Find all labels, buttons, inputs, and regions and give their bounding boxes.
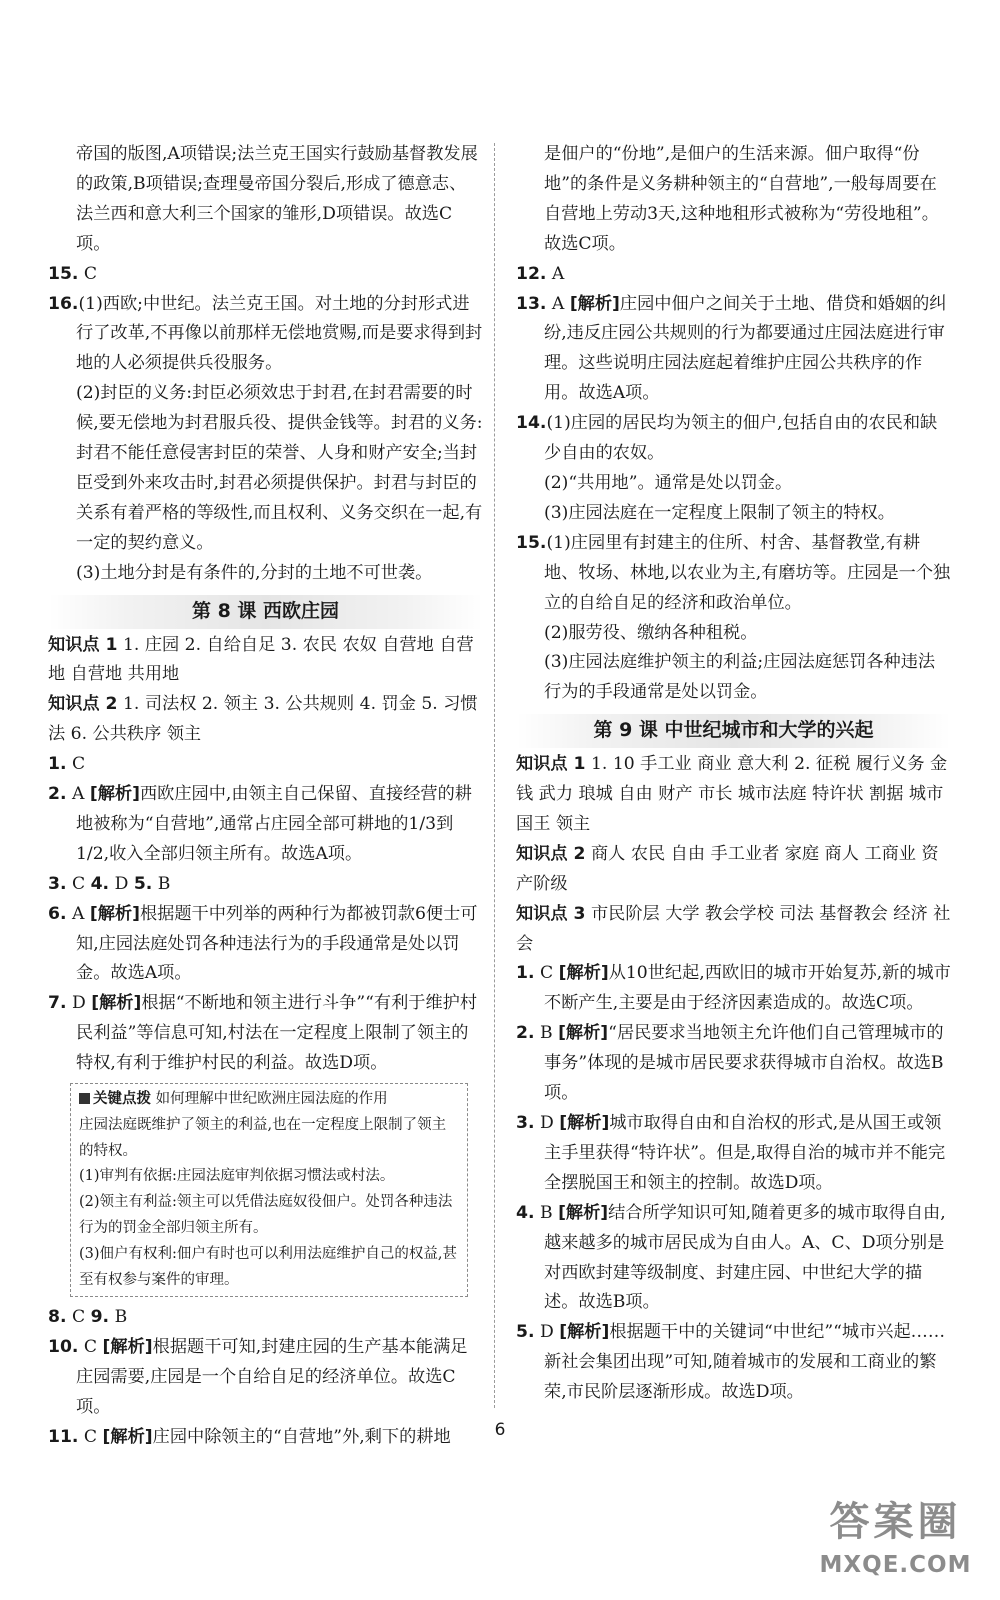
answer-3	[516, 1109, 951, 1199]
analysis-tag: [解析]	[569, 293, 620, 314]
key-point-box	[70, 1083, 468, 1297]
answer-letter: D	[539, 1322, 554, 1343]
question-number: 12.	[516, 263, 547, 284]
answer-3-5	[48, 870, 483, 900]
knowledge-point-text: 1. 10 手工业 商业 意大利 2. 征税 履行义务 金钱 武力 琅城 自由 财产 市长 城市法庭 特许状 割据 城市 国王 领主	[516, 754, 948, 834]
answer-text: 结合所学知识可知,随着更多的城市取得自由,越来越多的城市居民成为自由人。A、C、D项分别是对西欧封建等级制度、封建庄园、中世纪大学的描述。故选B项。	[544, 1202, 946, 1313]
left-column	[48, 140, 483, 1453]
answer-text: (1)西欧;中世纪。法兰克王国。对土地的分封形式进行了改革,不再像以前那样无偿地赏赐,而是要求得到封地的人必须提供兵役服务。	[76, 293, 483, 374]
watermark-logo-text: 答案圈	[829, 1499, 962, 1545]
answer-6	[48, 900, 483, 990]
answer-text: B	[157, 873, 171, 894]
answer-16-part2: (2)封臣的义务:封臣必须效忠于封君,在封君需要的时候,要无偿地为封君服兵役、提供金钱等。封君的义务:封君不能任意侵害封臣的荣誉、人身和财产安全;当封臣受到外来攻击时,封君必须提供保护。封君与封臣的关系有着严格的等级性,而且权利、义务交织在一起,有一定的契约意义。	[76, 383, 483, 553]
watermark-domain: MXQE.COM	[819, 1552, 972, 1578]
answer-text: “居民要求当地领主允许他们自己管理城市的事务”体现的是城市居民要求获得城市自治权。故选B项。	[544, 1023, 944, 1104]
question-number: 1.	[48, 754, 67, 775]
key-point-icon	[79, 1093, 90, 1104]
answer-4	[516, 1199, 951, 1319]
answer-14-part1	[516, 409, 951, 469]
answer-letter: A	[551, 293, 565, 314]
lesson-8-title: 第 8 课 西欧庄园	[48, 595, 483, 629]
question-number: 11.	[48, 1427, 79, 1448]
question-number: 2.	[516, 1023, 535, 1044]
answer-text: C	[83, 263, 98, 284]
knowledge-point-text: 1. 司法权 2. 领主 3. 公共规则 4. 罚金 5. 习惯法 6. 公共秩序 领主	[48, 694, 478, 745]
question-number: 14.	[516, 413, 547, 434]
key-point-title: 关键点拨	[93, 1091, 151, 1108]
analysis-tag: [解析]	[102, 1337, 153, 1358]
answer-2	[48, 780, 483, 870]
answer-16-part1	[48, 290, 483, 380]
answer-15-part3: (3)庄园法庭维护领主的利益;庄园法庭惩罚各种违法行为的手段通常是处以罚金。	[544, 652, 936, 703]
answer-letter: B	[539, 1023, 553, 1044]
answer-letter: C	[83, 1427, 98, 1448]
answer-letter: A	[71, 903, 85, 924]
knowledge-point-label: 知识点 1	[516, 754, 586, 775]
answer-text: D	[114, 873, 129, 894]
analysis-tag: [解析]	[89, 784, 140, 805]
knowledge-point-text: 市民阶层 大学 教会学校 司法 基督教会 经济 社会	[516, 903, 951, 954]
knowledge-point-text: 1. 庄园 2. 自给自足 3. 农民 农奴 自营地 自营地 自营地 共用地	[48, 634, 474, 685]
analysis-tag: [解析]	[559, 1322, 610, 1343]
answer-1	[516, 959, 951, 1019]
knowledge-point-2	[516, 840, 951, 900]
answer-15	[48, 260, 483, 290]
question-number: 5.	[133, 873, 153, 894]
analysis-tag: [解析]	[91, 993, 142, 1014]
answer-15-part1	[516, 529, 951, 619]
lesson-9-title: 第 9 课 中世纪城市和大学的兴起	[516, 714, 951, 748]
question-number: 15.	[48, 263, 79, 284]
question-number: 3.	[48, 873, 67, 894]
answer-text: C	[71, 754, 86, 775]
answer-continuation: 帝国的版图,A项错误;法兰克王国实行鼓励基督教发展的政策,B项错误;查理曼帝国分裂后,形成了德意志、法兰西和意大利三个国家的雏形,D项错误。故选C项。	[76, 144, 478, 254]
site-watermark	[803, 1495, 988, 1590]
answer-text: 从10世纪起,西欧旧的城市开始复苏,新的城市不断产生,主要是由于经济因素造成的。故选C项。	[544, 963, 951, 1014]
answer-2	[516, 1019, 951, 1109]
knowledge-point-1	[48, 631, 483, 691]
answer-text: 庄园中佃户之间关于土地、借贷和婚姻的纠纷,违反庄园公共规则的行为都要通过庄园法庭进行审理。这些说明庄园法庭起着维护庄园公共秩序的作用。故选A项。	[544, 293, 947, 404]
key-point-line: (3)佃户有权利:佃户有时也可以利用法庭维护自己的权益,甚至有权参与案件的审理。	[79, 1245, 458, 1288]
answer-14-part3: (3)庄园法庭在一定程度上限制了领主的特权。	[544, 502, 895, 523]
answer-1	[48, 750, 483, 780]
knowledge-point-2	[48, 690, 483, 750]
knowledge-point-label: 知识点 1	[48, 634, 118, 655]
answer-10	[48, 1333, 483, 1423]
question-number: 1.	[516, 963, 535, 984]
question-number: 13.	[516, 293, 547, 314]
answer-12	[516, 260, 951, 290]
question-number: 9.	[90, 1307, 110, 1328]
question-number: 5.	[516, 1322, 535, 1343]
analysis-tag: [解析]	[102, 1427, 153, 1448]
question-number: 8.	[48, 1307, 67, 1328]
right-column	[516, 140, 951, 1408]
answer-13	[516, 290, 951, 410]
answer-text: C	[71, 873, 86, 894]
knowledge-point-label: 知识点 2	[516, 843, 586, 864]
answer-text: B	[114, 1307, 128, 1328]
answer-continuation: 是佃户的“份地”,是佃户的生活来源。佃户取得“份地”的条件是义务耕种领主的“自营地”,一般每周要在自营地上劳动3天,这种地租形式被称为“劳役地租”。故选C项。	[544, 144, 939, 254]
answer-text: 庄园中除领主的“自营地”外,剩下的耕地	[152, 1427, 451, 1448]
answer-text: 根据题干中列举的两种行为都被罚款6便士可知,庄园法庭处罚各种违法行为的手段通常是处以罚金。故选A项。	[76, 903, 478, 984]
knowledge-point-label: 知识点 3	[516, 903, 586, 924]
answer-letter: C	[83, 1337, 98, 1358]
analysis-tag: [解析]	[558, 963, 609, 984]
analysis-tag: [解析]	[559, 1113, 610, 1133]
question-number: 6.	[48, 903, 67, 924]
answer-text: 根据题干可知,封建庄园的生产基本能满足庄园需要,庄园是一个自给自足的经济单位。故选C项。	[76, 1337, 468, 1418]
analysis-tag: [解析]	[558, 1023, 609, 1044]
answer-text: 西欧庄园中,由领主自己保留、直接经营的耕地被称为“自营地”,通常占庄园全部可耕地的1/3到1/2,收入全部归领主所有。故选A项。	[76, 784, 472, 864]
key-point-line: (2)领主有利益:领主可以凭借法庭奴役佃户。处罚各种违法行为的罚金全部归领主所有。	[79, 1194, 453, 1237]
answer-text: (1)庄园的居民均为领主的佃户,包括自由的农民和缺少自由的农奴。	[544, 413, 938, 464]
question-number: 3.	[516, 1113, 535, 1133]
answer-text: (1)庄园里有封建主的住所、村舍、基督教堂,有耕地、牧场、林地,以农业为主,有磨坊等。庄园是一个独立的自给自足的经济和政治单位。	[544, 532, 951, 613]
answer-5	[516, 1318, 951, 1408]
question-number: 2.	[48, 784, 67, 805]
knowledge-point-text: 商人 农民 自由 手工业者 家庭 商人 工商业 资产阶级	[516, 843, 939, 894]
answer-15-part2: (2)服劳役、缴纳各种租税。	[544, 622, 758, 643]
key-point-header	[79, 1087, 459, 1113]
answer-text: C	[71, 1307, 86, 1328]
answer-text: A	[551, 263, 565, 284]
key-point-line: (1)审判有依据:庄园法庭审判依据习惯法或村法。	[79, 1168, 395, 1185]
knowledge-point-1	[516, 750, 951, 840]
question-number: 16.	[48, 293, 79, 314]
question-number: 4.	[90, 873, 110, 894]
answer-16-part3: (3)土地分封是有条件的,分封的土地不可世袭。	[76, 562, 433, 583]
answer-text: 根据题干中的关键词“中世纪”“城市兴起……新社会集团出现”可知,随着城市的发展和工商业的繁荣,市民阶层逐渐形成。故选D项。	[544, 1322, 946, 1403]
question-number: 4.	[516, 1202, 535, 1223]
analysis-tag: [解析]	[89, 903, 140, 924]
question-number: 7.	[48, 993, 67, 1014]
page-number: 6	[494, 1420, 506, 1440]
answer-letter: C	[539, 963, 554, 984]
answer-letter: B	[539, 1202, 553, 1223]
key-point-line: 庄园法庭既维护了领主的利益,也在一定程度上限制了领主的特权。	[79, 1116, 447, 1159]
answer-8-9	[48, 1303, 483, 1333]
answer-text: 根据“不断地和领主进行斗争”“有利于维护村民利益”等信息可知,村法在一定程度上限制了领主的特权,有利于维护村民的利益。故选D项。	[76, 993, 478, 1074]
question-number: 15.	[516, 532, 547, 553]
analysis-tag: [解析]	[558, 1202, 609, 1223]
answer-14-part2: (2)“共用地”。通常是处以罚金。	[544, 472, 793, 493]
answer-letter: A	[71, 784, 85, 805]
column-divider	[494, 143, 495, 1408]
knowledge-point-3	[516, 900, 951, 960]
knowledge-point-label: 知识点 2	[48, 694, 118, 715]
question-number: 10.	[48, 1337, 79, 1358]
answer-letter: D	[71, 993, 86, 1014]
answer-7	[48, 989, 483, 1079]
answer-letter: D	[539, 1113, 554, 1133]
key-point-subtitle: 如何理解中世纪欧洲庄园法庭的作用	[155, 1091, 388, 1108]
answer-text: 城市取得自由和自治权的形式,是从国王或领主手里获得“特许状”。但是,取得自治的城市并不能完全摆脱国王和领主的控制。故选D项。	[544, 1113, 946, 1193]
